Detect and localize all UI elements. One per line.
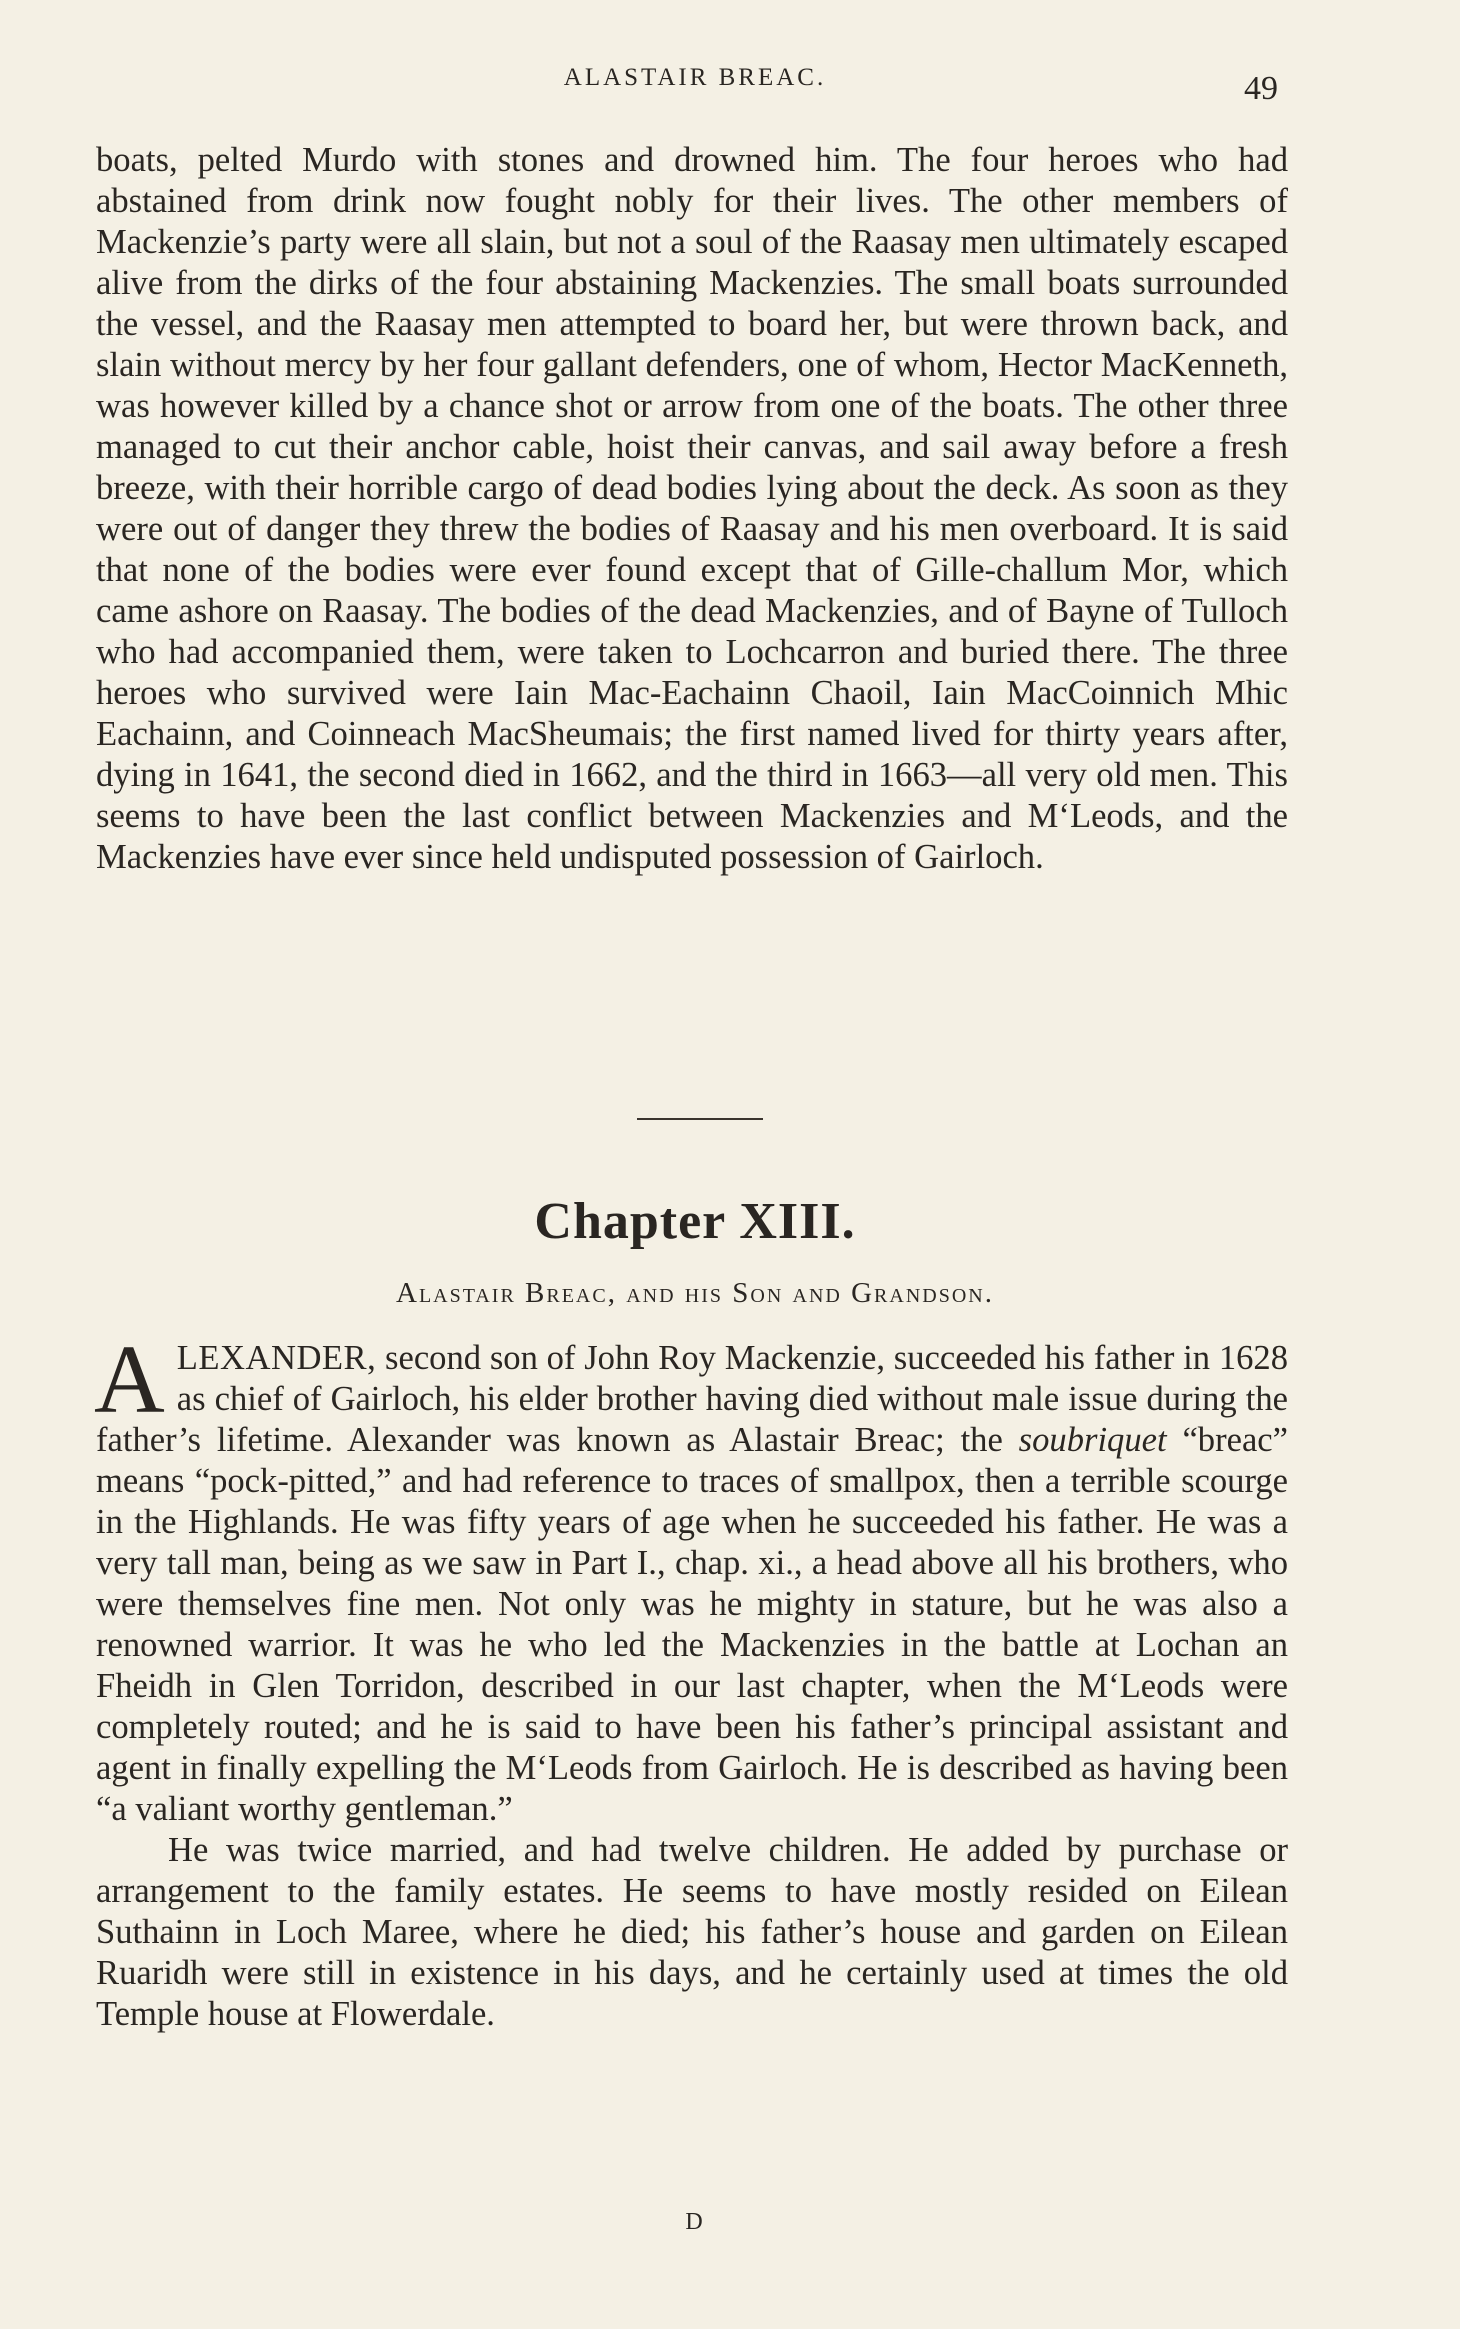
chapter-body: [94, 1326, 1288, 2035]
opening-text-part-1: second son of John Roy Mackenzie, succeeded his father in 1628 as chief of Gairloch, his elder brother having died without male issue during the father’s lifetime. Alexander was known as Alastair Breac; the: [96, 1339, 1288, 1459]
opening-text-part-2: “breac” means “pock-pitted,” and had reference to traces of smallpox, then a terrible scourge in the Highlands. He was fifty years of age when he succeeded his father. He was a very tall man, being as we saw in Part I., chap. xi., a head above all his brothers, who were themselves fine men. Not only was he mighty in stature, but he was also a renowned warrior. It was he who led the Mackenzies in the battle at Lochan an Fheidh in Glen Torridon, described in our last chapter, when the M‘Leods were completely routed; and he is said to have been his father’s principal assistant and agent in finally expelling the M‘Leods from Gairloch. He is described as having been “a valiant worthy gentleman.”: [96, 1421, 1288, 1828]
opening-paragraph: [94, 1326, 1288, 1830]
page-number: 49: [1244, 70, 1278, 107]
second-paragraph: He was twice married, and had twelve children. He added by purchase or arrangement to the family estates. He seems to have mostly resided on Eilean Suthainn in Loch Maree, where he died; his father’s house and garden on Eilean Ruaridh were still in existence in his days, and he certainly used at times the old Temple house at Flowerdale.: [96, 1831, 1288, 2033]
drop-cap: A: [94, 1326, 165, 1434]
section-divider: [637, 1118, 763, 1120]
opening-word-rest: LEXANDER,: [176, 1339, 377, 1377]
signature-mark: D: [685, 2209, 705, 2235]
chapter-subtitle: Alastair Breac, and his Son and Grandson.: [396, 1277, 994, 1309]
running-head: ALASTAIR BREAC.: [563, 64, 827, 91]
italic-term: soubriquet: [1018, 1421, 1167, 1459]
continued-paragraph: boats, pelted Murdo with stones and drowned him. The four heroes who had abstained from drink now fought nobly for their lives. The other members of Mackenzie’s party were all slain, but not a soul of the Raasay men ultimately escaped alive from the dirks of the four abstaining Mackenzies. The small boats surrounded the vessel, and the Raasay men attempted to board her, but were thrown back, and slain without mercy by her four gallant defenders, one of whom, Hector MacKenneth, was however killed by a chance shot or arrow from one of the boats. The other three managed to cut their anchor cable, hoist their canvas, and sail away before a fresh breeze, with their horrible cargo of dead bodies lying about the deck. As soon as they were out of danger they threw the bodies of Raasay and his men overboard. It is said that none of the bodies were ever found except that of Gille-challum Mor, which came ashore on Raasay. The bodies of the dead Mackenzies, and of Bayne of Tulloch who had accompanied them, were taken to Lochcarron and buried there. The three heroes who survived were Iain Mac-Eachainn Chaoil, Iain MacCoinnich Mhic Eachainn, and Coinneach MacSheumais; the first named lived for thirty years after, dying in 1641, the second died in 1662, and the third in 1663—all very old men. This seems to have been the last conflict between Mackenzies and M‘Leods, and the Mackenzies have ever since held undisputed possession of Gairloch.: [96, 141, 1288, 876]
chapter-title: Chapter XIII.: [534, 1193, 856, 1250]
continued-text-block: [96, 140, 1288, 878]
